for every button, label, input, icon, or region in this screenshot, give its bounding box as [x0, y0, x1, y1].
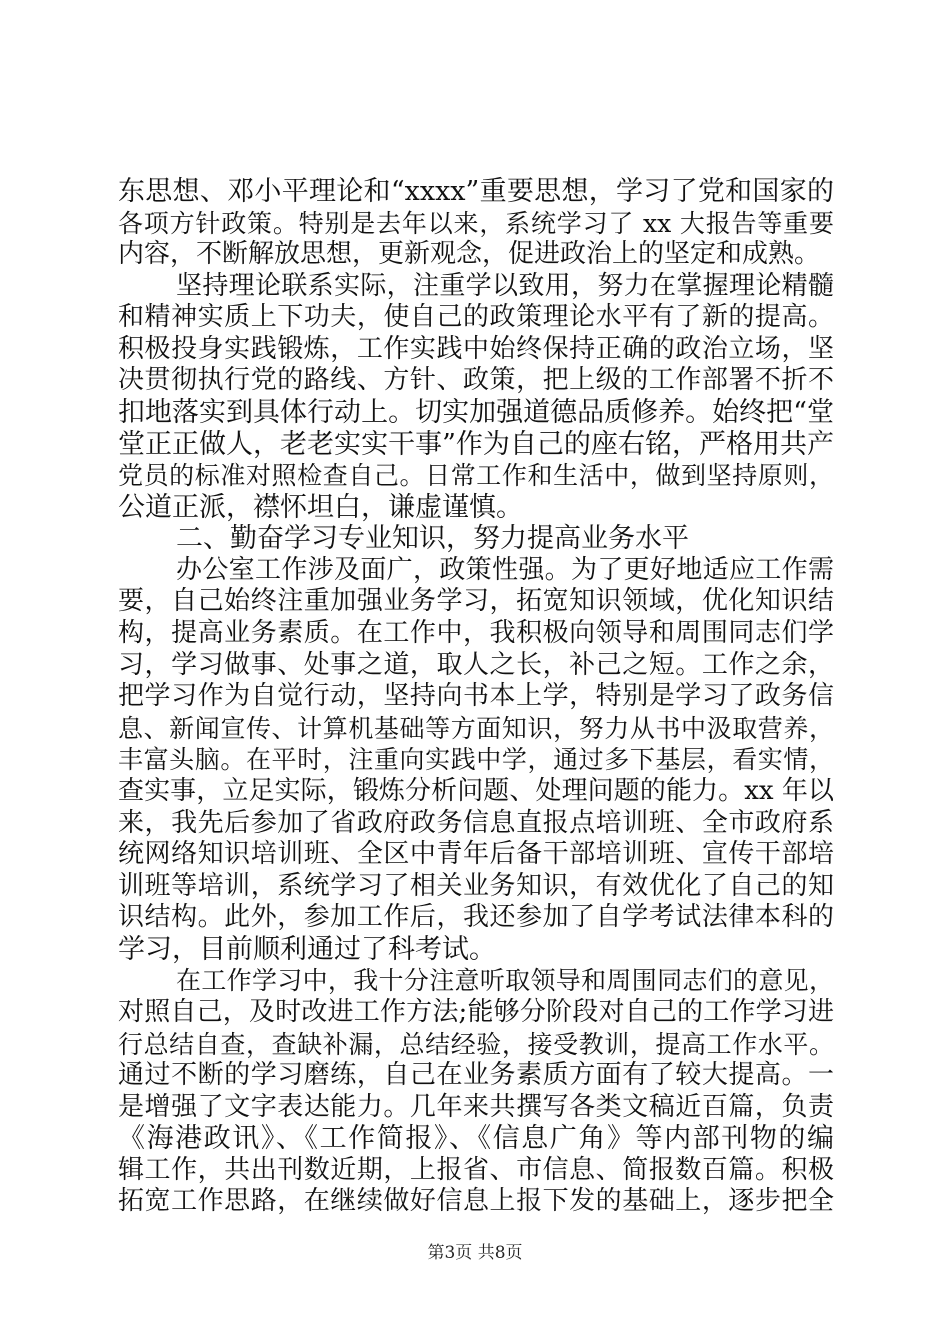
paragraph-first-line: 在工作学习中，我十分注意听取领导和周围同志们的意见，: [176, 966, 834, 995]
text-line: 学习，目前顺利通过了科考试。: [118, 934, 496, 965]
text-line: 各项方针政策。特别是去年以来，系统学习了 xx 大报告等重要: [118, 209, 834, 238]
text-line: 内容，不断解放思想，更新观念，促进政治上的坚定和成熟。: [118, 239, 821, 269]
text-line: 构，提高业务素质。在工作中，我积极向领导和周围同志们学: [118, 618, 834, 648]
text-line: 积极投身实践锻炼，工作实践中始终保持正确的政治立场，坚: [118, 334, 834, 364]
text-line: 对照自己，及时改进工作方法;能够分阶段对自己的工作学习进: [118, 997, 834, 1027]
page-number-footer: 第3页 共8页: [427, 1243, 523, 1263]
text-line: 行总结自查，查缺补漏，总结经验，接受教训，提高工作水平。: [118, 1030, 834, 1059]
text-line: 丰富头脑。在平时，注重向实践中学，通过多下基层，看实情，: [118, 745, 834, 774]
paragraph-first-line: 坚持理论联系实际，注重学以致用，努力在掌握理论精髓: [176, 271, 834, 301]
text-line: 统网络知识培训班、全区中青年后备干部培训班、宣传干部培: [118, 839, 834, 869]
section-heading: 二、勤奋学习专业知识，努力提高业务水平: [176, 523, 689, 554]
text-line: 训班等培训，系统学习了相关业务知识，有效优化了自己的知: [118, 871, 834, 901]
text-line: 扣地落实到具体行动上。切实加强道德品质修养。始终把“堂: [118, 397, 834, 428]
text-line: 要，自己始终注重加强业务学习，拓宽知识领域，优化知识结: [118, 586, 834, 616]
text-line: 决贯彻执行党的路线、方针、政策，把上级的工作部署不折不: [118, 365, 834, 395]
text-line: 和精神实质上下功夫，使自己的政策理论水平有了新的提高。: [118, 302, 834, 332]
text-line: 东思想、邓小平理论和“xxxx”重要思想，学习了党和国家的: [118, 176, 834, 207]
text-line: 习，学习做事、处事之道，取人之长，补己之短。工作之余，: [118, 650, 834, 680]
text-line: 党员的标准对照检查自己。日常工作和生活中，做到坚持原则，: [118, 461, 834, 490]
text-line: 息、新闻宣传、计算机基础等方面知识，努力从书中汲取营养，: [118, 714, 834, 743]
text-line: 识结构。此外，参加工作后，我还参加了自学考试法律本科的: [118, 902, 834, 932]
text-line: 通过不断的学习磨练，自己在业务素质方面有了较大提高。一: [118, 1060, 834, 1090]
text-line: 辑工作，共出刊数近期，上报省、市信息、简报数百篇。积极: [118, 1155, 834, 1185]
text-line: 堂正正做人，老老实实干事”作为自己的座右铭，严格用共产: [118, 429, 834, 460]
text-line: 拓宽工作思路，在继续做好信息上报下发的基础上，逐步把全: [118, 1186, 834, 1216]
text-line: 《海港政讯》、《工作简报》、《信息广角》等内部刊物的编: [118, 1123, 834, 1154]
paragraph-first-line: 办公室工作涉及面广，政策性强。为了更好地适应工作需: [176, 555, 834, 585]
text-line: 来，我先后参加了省政府政务信息直报点培训班、全市政府系: [118, 808, 834, 838]
text-line: 是增强了文字表达能力。几年来共撰写各类文稿近百篇，负责: [118, 1092, 834, 1122]
text-line: 把学习作为自觉行动，坚持向书本上学，特别是学习了政务信: [118, 681, 834, 711]
text-line: 公道正派，襟怀坦白，谦虚谨慎。: [118, 492, 523, 523]
text-line: 查实事，立足实际，锻炼分析问题、处理问题的能力。xx 年以: [118, 776, 834, 806]
